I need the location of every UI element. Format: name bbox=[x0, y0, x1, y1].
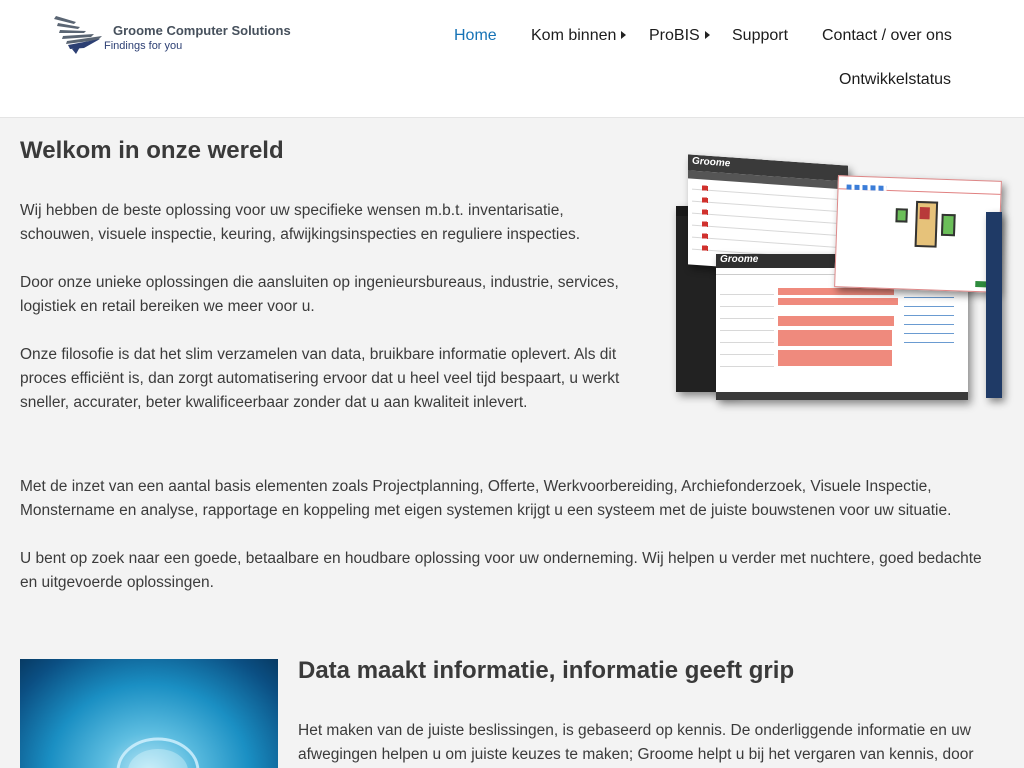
brand-name: Groome Computer Solutions bbox=[113, 23, 291, 38]
text-line: schouwen, visuele inspectie, keuring, afwijkingsinspecties en reguliere inspecties. bbox=[20, 226, 581, 243]
lightbulb-icon bbox=[20, 659, 278, 768]
text-line: logistiek en retail bereiken we meer voor u. bbox=[20, 298, 315, 315]
section2-paragraph-1 bbox=[298, 719, 1013, 767]
text-line: Monstername en analyse, rapportage en koppeling met eigen systemen krijgt u een systeem met de juiste bouwstenen voor uw situatie. bbox=[20, 502, 952, 519]
intro-paragraph-1 bbox=[20, 199, 650, 247]
nav-probis[interactable] bbox=[649, 27, 710, 45]
intro-paragraph-4 bbox=[20, 475, 1010, 523]
text-line: Door onze unieke oplossingen die aansluiten op ingenieursbureaus, industrie, services, bbox=[20, 274, 619, 291]
text-line: Het maken van de juiste beslissingen, is gebaseerd op kennis. De onderliggende informatie en uw bbox=[298, 722, 971, 739]
collage-logo-text: Groome bbox=[692, 155, 731, 170]
collage-logo-text: Groome bbox=[720, 254, 759, 265]
nav-probis-label: ProBIS bbox=[649, 27, 700, 44]
intro-paragraph-2 bbox=[20, 271, 650, 319]
text-line: U bent op zoek naar een goede, betaalbare en houdbare oplossing voor uw onderneming. Wij helpen u verder met nuchtere, goed bedachte bbox=[20, 550, 982, 567]
bird-logo-icon bbox=[54, 12, 106, 54]
product-screenshots-image bbox=[674, 155, 1006, 404]
nav-kom-binnen[interactable] bbox=[531, 27, 626, 45]
intro-paragraph-3 bbox=[20, 343, 650, 415]
intro-paragraph-5 bbox=[20, 547, 1010, 595]
text-line: proces efficiënt is, dan zorgt automatisering ervoor dat u heel veel tijd bespaart, u werkt bbox=[20, 370, 620, 387]
caret-right-icon bbox=[705, 31, 710, 39]
nav-kom-binnen-label: Kom binnen bbox=[531, 27, 617, 44]
brand-tagline: Findings for you bbox=[104, 40, 183, 52]
nav-support[interactable]: Support bbox=[732, 27, 789, 44]
text-line: sneller, accurater, beter kwalificeerbaar zonder dat u aan kwaliteit inlevert. bbox=[20, 394, 528, 411]
site-logo[interactable] bbox=[54, 12, 304, 58]
text-line: Met de inzet van een aantal basis elementen zoals Projectplanning, Offerte, Werkvoorbereiding, Archiefonderzoek, Visuele Inspectie, bbox=[20, 478, 932, 495]
intro-title: Welkom in onze wereld bbox=[20, 137, 284, 164]
text-line: Wij hebben de beste oplossing voor uw specifieke wensen m.b.t. inventarisatie, bbox=[20, 202, 564, 219]
screenshot-floorplan-window bbox=[834, 175, 1002, 293]
lightbulb-image bbox=[20, 659, 278, 768]
text-line: Onze filosofie is dat het slim verzamelen van data, bruikbare informatie oplevert. Als dit bbox=[20, 346, 617, 363]
site-header bbox=[0, 0, 1024, 118]
nav-contact[interactable]: Contact / over ons bbox=[822, 27, 952, 44]
section2-title: Data maakt informatie, informatie geeft grip bbox=[298, 657, 795, 684]
screenshot-edge-window bbox=[986, 212, 1002, 398]
caret-right-icon bbox=[621, 31, 626, 39]
nav-ontwikkelstatus[interactable]: Ontwikkelstatus bbox=[839, 71, 952, 88]
nav-home[interactable]: Home bbox=[454, 27, 497, 44]
text-line: en uitgevoerde oplossingen. bbox=[20, 574, 214, 591]
text-line: afwegingen helpen u om juiste keuzes te maken; Groome helpt u bij het vergaren van kennis, door bbox=[298, 746, 974, 763]
